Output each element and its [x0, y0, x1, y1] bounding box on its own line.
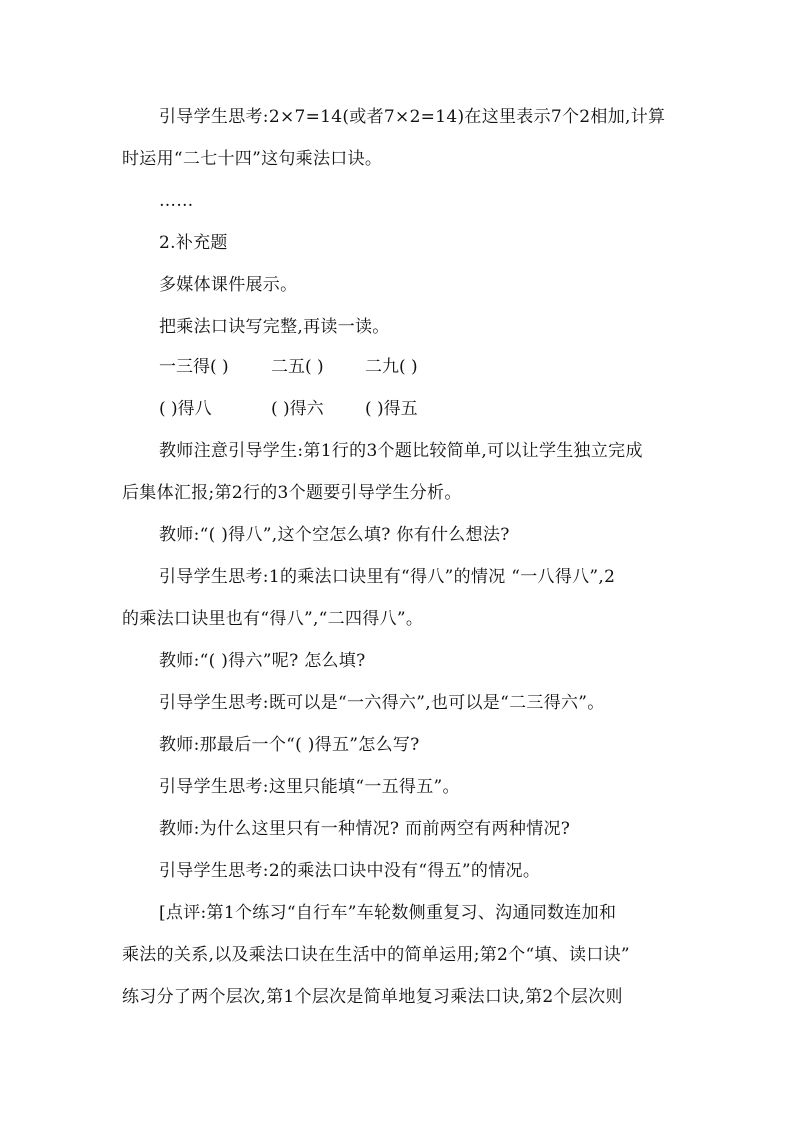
paragraph-line: 引导学生思考:既可以是“一六得六”,也可以是“二三得六”。: [159, 693, 605, 713]
comment-line: 乘法的关系,以及乘法口诀在生活中的简单运用;第2个“填、读口诀”: [122, 945, 630, 965]
exercise-item: 一三得( ): [159, 357, 229, 377]
exercise-item: ( )得八: [159, 399, 212, 419]
paragraph-line: 引导学生思考:2的乘法口诀中没有“得五”的情况。: [159, 861, 541, 881]
comment-line: 练习分了两个层次,第1个层次是简单地复习乘法口诀,第2个层次则: [122, 987, 623, 1007]
paragraph-line: 教师:那最后一个“( )得五”怎么写?: [159, 735, 420, 755]
ellipsis-line: ……: [159, 191, 194, 211]
paragraph-line: 引导学生思考:这里只能填“一五得五”。: [159, 777, 460, 797]
paragraph-line: 的乘法口诀里也有“得八”,“二四得八”。: [122, 609, 424, 629]
section-heading: 2.补充题: [159, 233, 228, 253]
exercise-item: 二九( ): [365, 357, 418, 377]
exercise-item: 二五( ): [271, 357, 324, 377]
paragraph-line: 教师:为什么这里只有一种情况? 而前两空有两种情况?: [159, 819, 571, 839]
exercise-row-2: [159, 398, 418, 420]
paragraph-line: 教师注意引导学生:第1行的3个题比较简单,可以让学生独立完成: [159, 441, 643, 461]
paragraph-line: 引导学生思考:1的乘法口诀里有“得八”的情况 “一八得八”,2: [159, 567, 616, 587]
paragraph-line: 教师:“( )得八”,这个空怎么填? 你有什么想法?: [159, 525, 510, 545]
paragraph-line: 把乘法口诀写完整,再读一读。: [159, 317, 390, 337]
paragraph-line: 教师:“( )得六”呢? 怎么填?: [159, 651, 366, 671]
paragraph-line: 引导学生思考:2×7=14(或者7×2=14)在这里表示7个2相加,计算: [159, 107, 666, 127]
comment-line: [点评:第1个练习“自行车”车轮数侧重复习、沟通同数连加和: [159, 903, 617, 923]
paragraph-line: 多媒体课件展示。: [159, 275, 298, 295]
exercise-item: ( )得六: [271, 399, 324, 419]
exercise-row-1: [159, 356, 418, 378]
paragraph-line: 后集体汇报;第2行的3个题要引导学生分析。: [122, 483, 462, 503]
paragraph-line: 时运用“二七十四”这句乘法口诀。: [122, 149, 383, 169]
exercise-item: ( )得五: [365, 399, 418, 419]
